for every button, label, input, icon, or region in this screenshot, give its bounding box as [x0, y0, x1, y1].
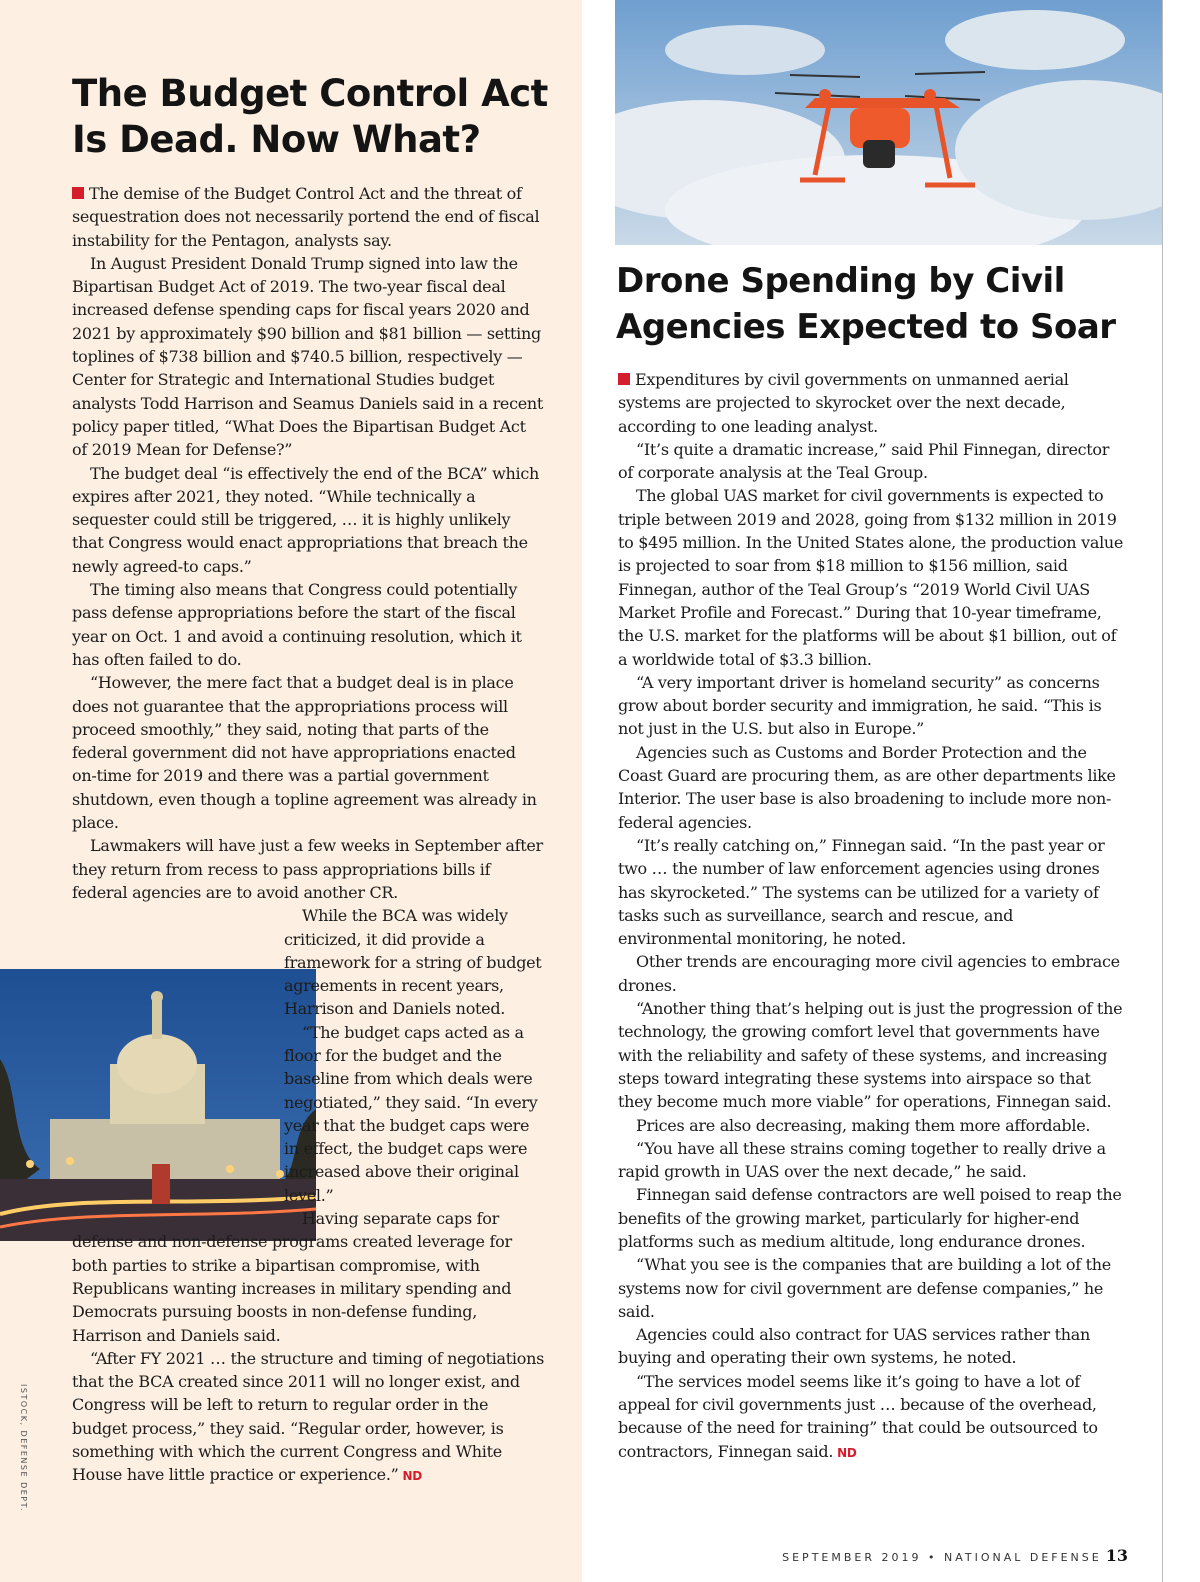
end-mark-right: ND — [837, 1445, 857, 1460]
right-paragraph-11: Finnegan said defense contractors are well poised to reap the benefits of the growing market, particularly for higher-end platforms such as medium altitude, long endurance drones. — [618, 1185, 1122, 1251]
end-mark-left: ND — [402, 1469, 422, 1484]
left-paragraph-5: “However, the mere fact that a budget deal is in place does not guarantee that the appropriations process will proceed smoothly,” they said, noting that parts of the federal government did not have appropriations enacted on-time for 2019 and there was a partial government shutdown, even though a topline agreement was already in place. — [72, 673, 537, 833]
left-paragraph-1: The demise of the Budget Control Act and the threat of sequestration does not necessarily portend the end of fiscal instability for the Pentagon, analysts say. — [72, 184, 540, 250]
right-headline-line-1: Drone Spending by Civil — [616, 261, 1065, 301]
right-paragraph-8: “Another thing that’s helping out is just the progression of the technology, the growing comfort level that governments have with the reliability and safety of these systems, and increasing steps toward integrating these systems into airspace so that they become much more viable” for operations, Finnegan said. — [618, 999, 1123, 1112]
drone-photo — [615, 0, 1162, 245]
bullet-square-icon — [72, 187, 84, 199]
right-paragraph-2: “It’s quite a dramatic increase,” said Phil Finnegan, director of corporate analysis at the Teal Group. — [618, 439, 1110, 483]
page-footer — [782, 1546, 1128, 1565]
left-paragraph-6: Lawmakers will have just a few weeks in September after they return from recess to pass appropriations bills if federal agencies are to avoid another CR. — [72, 836, 543, 902]
left-paragraph-7: While the BCA was widely criticized, it did provide a framework for a string of budget agreements in recent years, Harrison and Daniels noted. — [72, 904, 544, 1020]
left-paragraph-4: The timing also means that Congress could potentially pass defense appropriations before the start of the fiscal year on Oct. 1 and avoid a continuing resolution, which it has often failed to do. — [72, 580, 522, 669]
image-wrap-spacer — [0, 944, 266, 1214]
right-headline-line-2: Agencies Expected to Soar — [616, 307, 1116, 347]
right-paragraph-7: Other trends are encouraging more civil agencies to embrace drones. — [618, 952, 1120, 995]
left-headline-line-2: Is Dead. Now What? — [72, 118, 481, 161]
left-paragraph-9: Having separate caps for defense and non-defense programs created leverage for both parties to strike a bipartisan compromise, with Republicans wanting increases in military spending and Democrats pursuing boosts in non-defense funding, Harrison and Daniels said. — [72, 1209, 512, 1345]
right-paragraph-14: “The services model seems like it’s going to have a lot of appeal for civil governments just … because of the overhead, because of the need for training” that could be outsourced to contractors, Finnegan said. ND — [618, 1371, 1098, 1461]
page-edge-rule — [1162, 0, 1163, 1582]
photo-credit: ISTOCK, DEFENSE DEPT. — [19, 1384, 28, 1513]
page-number: 13 — [1105, 1546, 1128, 1565]
bullet-square-icon — [618, 373, 630, 385]
footer-issue: SEPTEMBER 2019 • NATIONAL DEFENSE — [782, 1551, 1102, 1564]
left-paragraph-3: The budget deal “is effectively the end of the BCA” which expires after 2021, they noted. “While technically a sequester could still be triggered, … it is highly unlikely that Congress would enact appropriations that breach the newly agreed-to caps.” — [72, 463, 540, 576]
right-paragraph-4: “A very important driver is homeland security” as concerns grow about border security and immigration, he said. “This is not just in the U.S. but also in Europe.” — [618, 672, 1102, 739]
right-paragraph-5: Agencies such as Customs and Border Protection and the Coast Guard are procuring them, as are other departments like Interior. The user base is also broadening to include more non-federal agencies. — [618, 742, 1116, 832]
right-paragraph-12: “What you see is the companies that are building a lot of the systems now for civil government are defense companies,” he said. — [618, 1255, 1111, 1321]
left-headline-line-1: The Budget Control Act — [72, 72, 548, 115]
right-paragraph-1: Expenditures by civil governments on unmanned aerial systems are projected to skyrocket over the next decade, according to one leading analyst. — [618, 370, 1069, 436]
left-paragraph-10: “After FY 2021 … the structure and timing of negotiations that the BCA created since 2011 will no longer exist, and Congress will be left to return to regular order in the budget process,” they said. “Regular order, however, is something with which the current Congress and White House have little practice or experience.” ND — [72, 1348, 544, 1485]
right-paragraph-10: “You have all these strains coming together to really drive a rapid growth in UAS over the next decade,” he said. — [618, 1138, 1106, 1182]
left-article-body — [72, 182, 544, 1489]
right-article-body — [618, 368, 1128, 1465]
right-headline — [616, 258, 1116, 350]
right-paragraph-13: Agencies could also contract for UAS services rather than buying and operating their own systems, he noted. — [618, 1325, 1091, 1368]
left-paragraph-8: “The budget caps acted as a floor for the budget and the baseline from which deals were negotiated,” they said. “In every year that the budget caps were in effect, the budget caps were increased above their original level.” — [284, 1022, 538, 1205]
left-headline — [72, 71, 548, 163]
right-paragraph-6: “It’s really catching on,” Finnegan said. “In the past year or two … the number of law enforcement agencies using drones has skyrocketed.” The systems can be utilized for a variety of tasks such as surveillance, search and rescue, and environmental monitoring, he noted. — [618, 835, 1105, 949]
right-paragraph-3: The global UAS market for civil governments is expected to triple between 2019 and 2028, going from $132 million in 2019 to $495 million. In the United States alone, the production value is projected to soar from $18 million to $156 million, said Finnegan, author of the Teal Group’s “2019 World Civil UAS Market Profile and Forecast.” During that 10-year timeframe, the U.S. market for the platforms will be about $1 billion, out of a worldwide total of $3.3 billion. — [618, 486, 1124, 669]
left-paragraph-2: In August President Donald Trump signed into law the Bipartisan Budget Act of 2019. The two-year fiscal deal increased defense spending caps for fiscal years 2020 and 2021 by approximately $90 billion and $81 billion — setting toplines of $738 billion and $740.5 billion, respectively — Center for Strategic and International Studies budget analysts Todd Harrison and Seamus Daniels said in a recent policy paper titled, “What Does the Bipartisan Budget Act of 2019 Mean for Defense?” — [72, 253, 544, 460]
right-paragraph-9: Prices are also decreasing, making them more affordable. — [636, 1115, 1091, 1135]
